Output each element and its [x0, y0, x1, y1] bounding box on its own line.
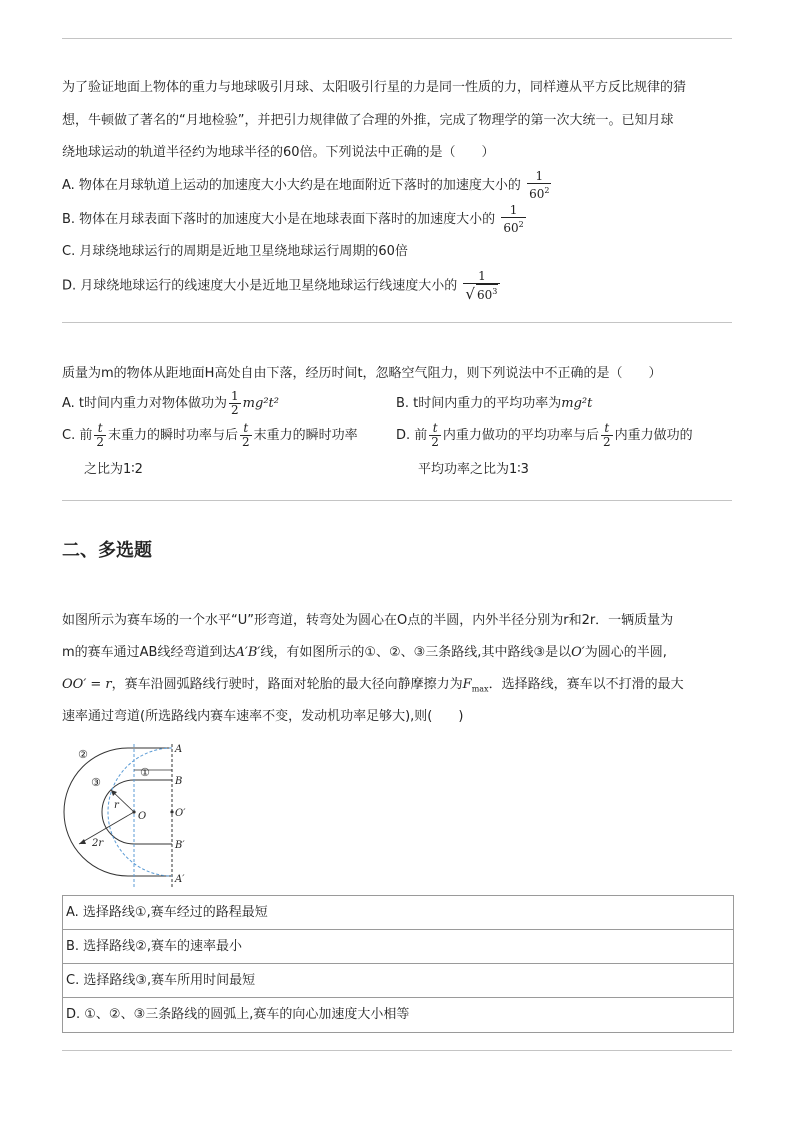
q1-option-c[interactable]: C. 月球绕地球运行的周期是近地卫星绕地球运行周期的60倍 — [62, 244, 408, 259]
q2-option-c[interactable] — [62, 422, 358, 449]
q1-option-a-text: A. 物体在月球轨道上运动的加速度大小大约是在地面附近下落时的加速度大小的 — [62, 178, 521, 193]
q1-option-b[interactable] — [62, 204, 528, 235]
q3-options-table — [62, 895, 734, 1033]
fraction-1-over-60-squared: $\frac{1}{60^2}$ — [503, 203, 524, 235]
q3-stem-line-2: m的赛车通过AB线经弯道到达A′B′线，有如图所示的①、②、③三条路线,其中路线③是以O′为圆心的半圆, — [62, 645, 667, 660]
fraction-t-over-2: $\frac{t}{2}$ — [431, 421, 439, 449]
q2-option-c-text-1: C. 前 — [62, 428, 93, 443]
q1-option-b-text: B. 物体在月球表面下落时的加速度大小是在地球表面下落时的加速度大小的 — [62, 212, 496, 227]
q2-option-a-expr: mg²t² — [242, 396, 279, 411]
q2-option-d[interactable] — [396, 422, 693, 449]
q3-option-c[interactable]: C. 选择路线③,赛车所用时间最短 — [63, 964, 733, 998]
q3-stem-line-3: OO′ = r，赛车沿圆弧路线行驶时，路面对轮胎的最大径向静摩擦力为$F_{max}$．选择路线，赛车以不打滑的最大 — [62, 677, 684, 694]
q2-option-c-line-2: 之比为1∶2 — [84, 462, 143, 477]
q2-option-b[interactable] — [396, 396, 592, 412]
q2-option-c-text-2: 末重力的瞬时功率与后 — [107, 428, 238, 443]
divider-2 — [62, 500, 732, 501]
q3-stem-line-1: 如图所示为赛车场的一个水平“U”形弯道，转弯处为圆心在O点的半圆，内外半径分别为r和2r．一辆质量为 — [62, 613, 674, 628]
q1-option-d-text: D. 月球绕地球运行的线速度大小是近地卫星绕地球运行线速度大小的 — [62, 278, 458, 294]
q2-option-a[interactable] — [62, 390, 279, 417]
route-label-3: ③ — [91, 776, 101, 789]
q3-stem-line-4: 速率通过弯道(所选路线内赛车速率不变，发动机功率足够大),则( ) — [62, 709, 464, 724]
fraction-t-over-2: $\frac{t}{2}$ — [96, 421, 104, 449]
q2-option-d-line-2: 平均功率之比为1∶3 — [418, 462, 529, 477]
fraction-1-over-sqrt-60-cubed: $\frac{1}{√ 60^3}$ — [463, 270, 500, 302]
label-o-prime: O′ — [175, 808, 186, 819]
u-track-diagram — [62, 740, 202, 892]
top-divider — [62, 38, 732, 39]
label-o: O — [138, 811, 147, 822]
q2-option-a-text: A. t时间内重力对物体做功为 — [62, 396, 228, 411]
q2-option-c-text-3: 末重力的瞬时功率 — [253, 428, 358, 443]
center-o-prime — [170, 810, 173, 813]
q2-option-b-text: B. t时间内重力的平均功率为 — [396, 396, 562, 411]
radius-2r-arrow — [79, 812, 134, 844]
q2-option-d-text-3: 内重力做功的 — [614, 428, 693, 443]
q1-stem-line-2: 想，牛顿做了著名的“月地检验”，并把引力规律做了合理的外推，完成了物理学的第一次大统一。已知月球 — [62, 113, 674, 128]
fraction-t-over-2: $\frac{t}{2}$ — [242, 421, 250, 449]
label-a: A — [175, 744, 183, 755]
q3-option-a[interactable]: A. 选择路线①,赛车经过的路程最短 — [63, 896, 733, 930]
outer-arc-2r — [64, 748, 134, 876]
fraction-1-over-60-squared: $\frac{1}{60^2}$ — [529, 169, 550, 201]
route-label-2: ② — [78, 748, 88, 761]
q2-option-d-text-2: 内重力做功的平均功率与后 — [442, 428, 599, 443]
q3-option-d[interactable]: D. ①、②、③三条路线的圆弧上,赛车的向心加速度大小相等 — [66, 1007, 410, 1022]
bottom-divider — [62, 1050, 732, 1051]
q2-stem: 质量为m的物体从距地面H高处自由下落，经历时间t，忽略空气阻力，则下列说法中不正确的是（ ） — [62, 366, 662, 381]
route-label-1: ① — [140, 766, 150, 779]
arrowhead — [79, 839, 86, 844]
q2-option-d-text-1: D. 前 — [396, 428, 428, 443]
q1-option-a[interactable] — [62, 170, 553, 201]
fraction-one-half: $\frac{1}{2}$ — [231, 389, 239, 417]
q1-stem-line-1: 为了验证地面上物体的重力与地球吸引月球、太阳吸引行星的力是同一性质的力，同样遵从平方反比规律的猜 — [62, 80, 687, 95]
q1-stem-line-3: 绕地球运动的轨道半径约为地球半径的60倍。下列说法中正确的是（ ） — [62, 145, 495, 160]
label-r: r — [114, 800, 119, 811]
fraction-t-over-2: $\frac{t}{2}$ — [602, 421, 611, 449]
section-title: 二、多选题 — [62, 540, 152, 561]
q3-option-b[interactable]: B. 选择路线②,赛车的速率最小 — [63, 930, 733, 964]
q2-option-b-expr: mg²t — [561, 396, 593, 411]
label-a-prime: A′ — [175, 874, 185, 885]
label-2r: 2r — [92, 838, 104, 849]
label-b: B — [175, 776, 183, 787]
label-b-prime: B′ — [175, 840, 185, 851]
divider-1 — [62, 322, 732, 323]
q1-option-d[interactable] — [62, 270, 502, 302]
